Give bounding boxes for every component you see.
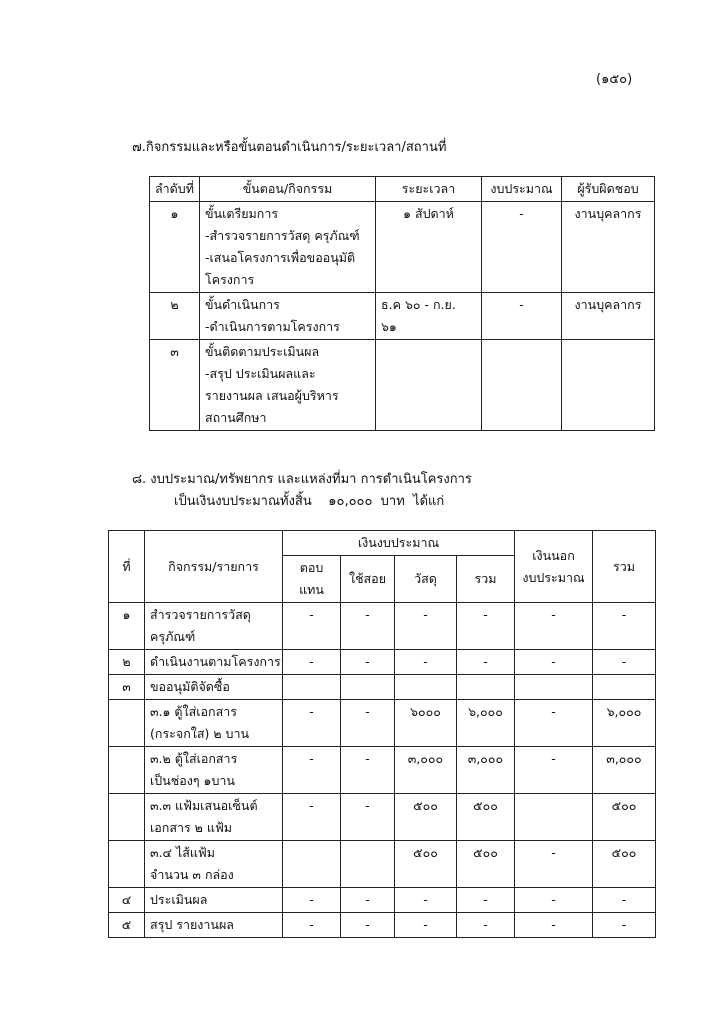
header-no: ที่ (109, 531, 145, 603)
budget-sum: ๓,๐๐๐ (457, 747, 515, 794)
budget-row (109, 888, 656, 913)
budget-mat: - (395, 888, 457, 913)
budget-row (109, 675, 656, 700)
activity-step-line: -สำรวจรายการวัสดุ ครุภัณฑ์ (205, 228, 360, 243)
budget-use (341, 841, 395, 888)
budget-item-line: เอกสาร ๒ แฟ้ม (150, 820, 233, 835)
budget-total: ๕๐๐ (593, 841, 656, 888)
budget-non: - (515, 700, 593, 747)
budget-no (109, 794, 145, 841)
budget-table (108, 530, 656, 938)
budget-row (109, 603, 656, 650)
budget-no (109, 747, 145, 794)
budget-non: - (515, 841, 593, 888)
header-nonbudget (515, 531, 593, 603)
budget-header-row-1 (109, 531, 656, 556)
section-8-heading: ๘. งบประมาณ/ทรัพยากร และแหล่งที่มา การดำเนินโครงการ (132, 472, 472, 487)
budget-total: - (593, 603, 656, 650)
budget-sum: ๕๐๐ (457, 794, 515, 841)
activity-budget (482, 340, 562, 431)
budget-item-line: จำนวน ๓ กล่อง (150, 867, 234, 882)
activity-step-line: โครงการ (205, 272, 255, 287)
budget-non: - (515, 650, 593, 675)
budget-mat: ๕๐๐ (395, 841, 457, 888)
header-comp (283, 556, 341, 603)
budget-comp: - (283, 794, 341, 841)
budget-sum: - (457, 603, 515, 650)
budget-no: ๒ (109, 650, 145, 675)
budget-row (109, 700, 656, 747)
budget-use: - (341, 888, 395, 913)
budget-total: ๕๐๐ (593, 794, 656, 841)
budget-item-line: (กระจกใส) ๒ บาน (150, 726, 250, 741)
activity-row (150, 340, 655, 431)
budget-row (109, 841, 656, 888)
budget-total: ๖,๐๐๐ (593, 700, 656, 747)
budget-item-line: ๓.๓ แฟ้มเสนอเซ็นต์ (150, 798, 258, 813)
header-order: ลำดับที่ (150, 177, 200, 202)
budget-row (109, 650, 656, 675)
activity-order: ๒ (150, 293, 200, 340)
budget-use: - (341, 747, 395, 794)
budget-mat: - (395, 913, 457, 938)
activity-step-line: ขั้นติดตามประเมินผล (205, 344, 320, 359)
budget-sum: ๕๐๐ (457, 841, 515, 888)
page-number: (๑๕๐) (596, 72, 633, 87)
header-activity: กิจกรรม/รายการ (145, 531, 283, 603)
budget-item (145, 700, 283, 747)
activity-order: ๑ (150, 202, 200, 293)
budget-use: - (341, 650, 395, 675)
budget-comp (283, 841, 341, 888)
budget-item-line: ประเมินผล (150, 892, 208, 907)
budget-use: - (341, 794, 395, 841)
header-owner: ผู้รับผิดชอบ (562, 177, 655, 202)
budget-sum: - (457, 913, 515, 938)
budget-mat: - (395, 603, 457, 650)
activity-step-line: รายงานผล เสนอผู้บริหาร (205, 388, 339, 403)
activity-owner (562, 340, 655, 431)
budget-no: ๕ (109, 913, 145, 938)
budget-sum: - (457, 888, 515, 913)
header-budget-group: เงินงบประมาณ (283, 531, 515, 556)
budget-item-line: เป็นช่องๆ ๑บาน (150, 773, 235, 788)
header-material: วัสดุ (395, 556, 457, 603)
header-use: ใช้สอย (341, 556, 395, 603)
budget-comp: - (283, 603, 341, 650)
activity-steps (200, 202, 376, 293)
budget-item (145, 603, 283, 650)
budget-item (145, 841, 283, 888)
budget-non: - (515, 747, 593, 794)
activity-period (376, 293, 482, 340)
budget-no: ๓ (109, 675, 145, 700)
budget-non: - (515, 913, 593, 938)
section-7-heading: ๗.กิจกรรมและหรือขั้นตอนดำเนินการ/ระยะเวลา/สถานที่ (132, 140, 447, 155)
budget-no (109, 700, 145, 747)
budget-total: - (593, 650, 656, 675)
activity-steps (200, 340, 376, 431)
header-steps: ขั้นตอน/กิจกรรม (200, 177, 376, 202)
budget-comp: - (283, 700, 341, 747)
budget-mat: ๖๐๐๐ (395, 700, 457, 747)
activity-owner: งานบุคลากร (562, 293, 655, 340)
budget-use: - (341, 603, 395, 650)
budget-mat: ๕๐๐ (395, 794, 457, 841)
budget-non (515, 675, 593, 700)
activity-period (376, 202, 482, 293)
header-comp-line-2: แทน (299, 582, 324, 597)
budget-use: - (341, 913, 395, 938)
budget-item-line: สำรวจรายการวัสดุ (150, 607, 251, 622)
budget-item-line: ๓.๑ ตู้ใส่เอกสาร (150, 704, 237, 719)
budget-no (109, 841, 145, 888)
activity-period-line: ๑ สัปดาห์ (403, 206, 454, 221)
budget-sum: ๖,๐๐๐ (457, 700, 515, 747)
header-period: ระยะเวลา (376, 177, 482, 202)
header-comp-line-1: ตอบ (299, 560, 324, 575)
header-nonbudget-line-1: เงินนอก (532, 547, 575, 563)
activity-step-line: ขั้นเตรียมการ (205, 206, 279, 221)
budget-use (341, 675, 395, 700)
budget-comp: - (283, 650, 341, 675)
budget-item (145, 794, 283, 841)
budget-item-line: ๓.๔ ไส้แฟ้ม (150, 845, 216, 860)
budget-non (515, 794, 593, 841)
budget-sum (457, 675, 515, 700)
budget-mat (395, 675, 457, 700)
activity-period-line: ธ.ค ๖๐ - ก.ย. (381, 297, 456, 312)
budget-no: ๔ (109, 888, 145, 913)
activity-step-line: -สรุป ประเมินผลและ (205, 366, 316, 381)
activity-step-line: -เสนอโครงการเพื่อขออนุมัติ (205, 250, 356, 265)
activities-table (149, 176, 655, 431)
budget-total: - (593, 888, 656, 913)
budget-item (145, 650, 283, 675)
budget-non: - (515, 888, 593, 913)
budget-mat: ๓,๐๐๐ (395, 747, 457, 794)
header-nonbudget-line-2: งบประมาณ (522, 569, 585, 585)
activities-header-row (150, 177, 655, 202)
header-total: รวม (593, 531, 656, 603)
activity-order: ๓ (150, 340, 200, 431)
budget-total: - (593, 913, 656, 938)
budget-item-line: ๓.๒ ตู้ใส่เอกสาร (150, 751, 238, 766)
budget-comp: - (283, 747, 341, 794)
budget-item-line: ครุภัณฑ์ (150, 629, 196, 644)
budget-non: - (515, 603, 593, 650)
budget-item (145, 675, 283, 700)
budget-mat: - (395, 650, 457, 675)
budget-comp: - (283, 888, 341, 913)
activity-step-line: -ดำเนินการตามโครงการ (205, 319, 340, 334)
activity-step-line: สถานศึกษา (205, 410, 267, 425)
activity-budget: - (482, 202, 562, 293)
budget-item (145, 888, 283, 913)
activity-period (376, 340, 482, 431)
budget-item-line: ขออนุมัติจัดซื้อ (150, 679, 230, 694)
activity-row (150, 293, 655, 340)
budget-use: - (341, 700, 395, 747)
activity-steps (200, 293, 376, 340)
budget-total (593, 675, 656, 700)
budget-item (145, 913, 283, 938)
budget-no: ๑ (109, 603, 145, 650)
budget-sum: - (457, 650, 515, 675)
header-budget: งบประมาณ (482, 177, 562, 202)
budget-item-line: ดำเนินงานตามโครงการ (150, 654, 281, 669)
budget-total: ๓,๐๐๐ (593, 747, 656, 794)
budget-comp: - (283, 913, 341, 938)
budget-row (109, 794, 656, 841)
budget-comp (283, 675, 341, 700)
budget-item (145, 747, 283, 794)
activity-period-line: ๖๑ (381, 319, 397, 334)
budget-row (109, 913, 656, 938)
activity-step-line: ขั้นดำเนินการ (205, 297, 280, 312)
budget-row (109, 747, 656, 794)
activity-owner: งานบุคลากร (562, 202, 655, 293)
activity-row (150, 202, 655, 293)
section-8-subheading: เป็นเงินงบประมาณทั้งสิ้น ๑๐,๐๐๐ บาท ได้แก่ (174, 494, 445, 509)
activity-budget: - (482, 293, 562, 340)
budget-item-line: สรุป รายงานผล (150, 917, 234, 932)
header-sum: รวม (457, 556, 515, 603)
